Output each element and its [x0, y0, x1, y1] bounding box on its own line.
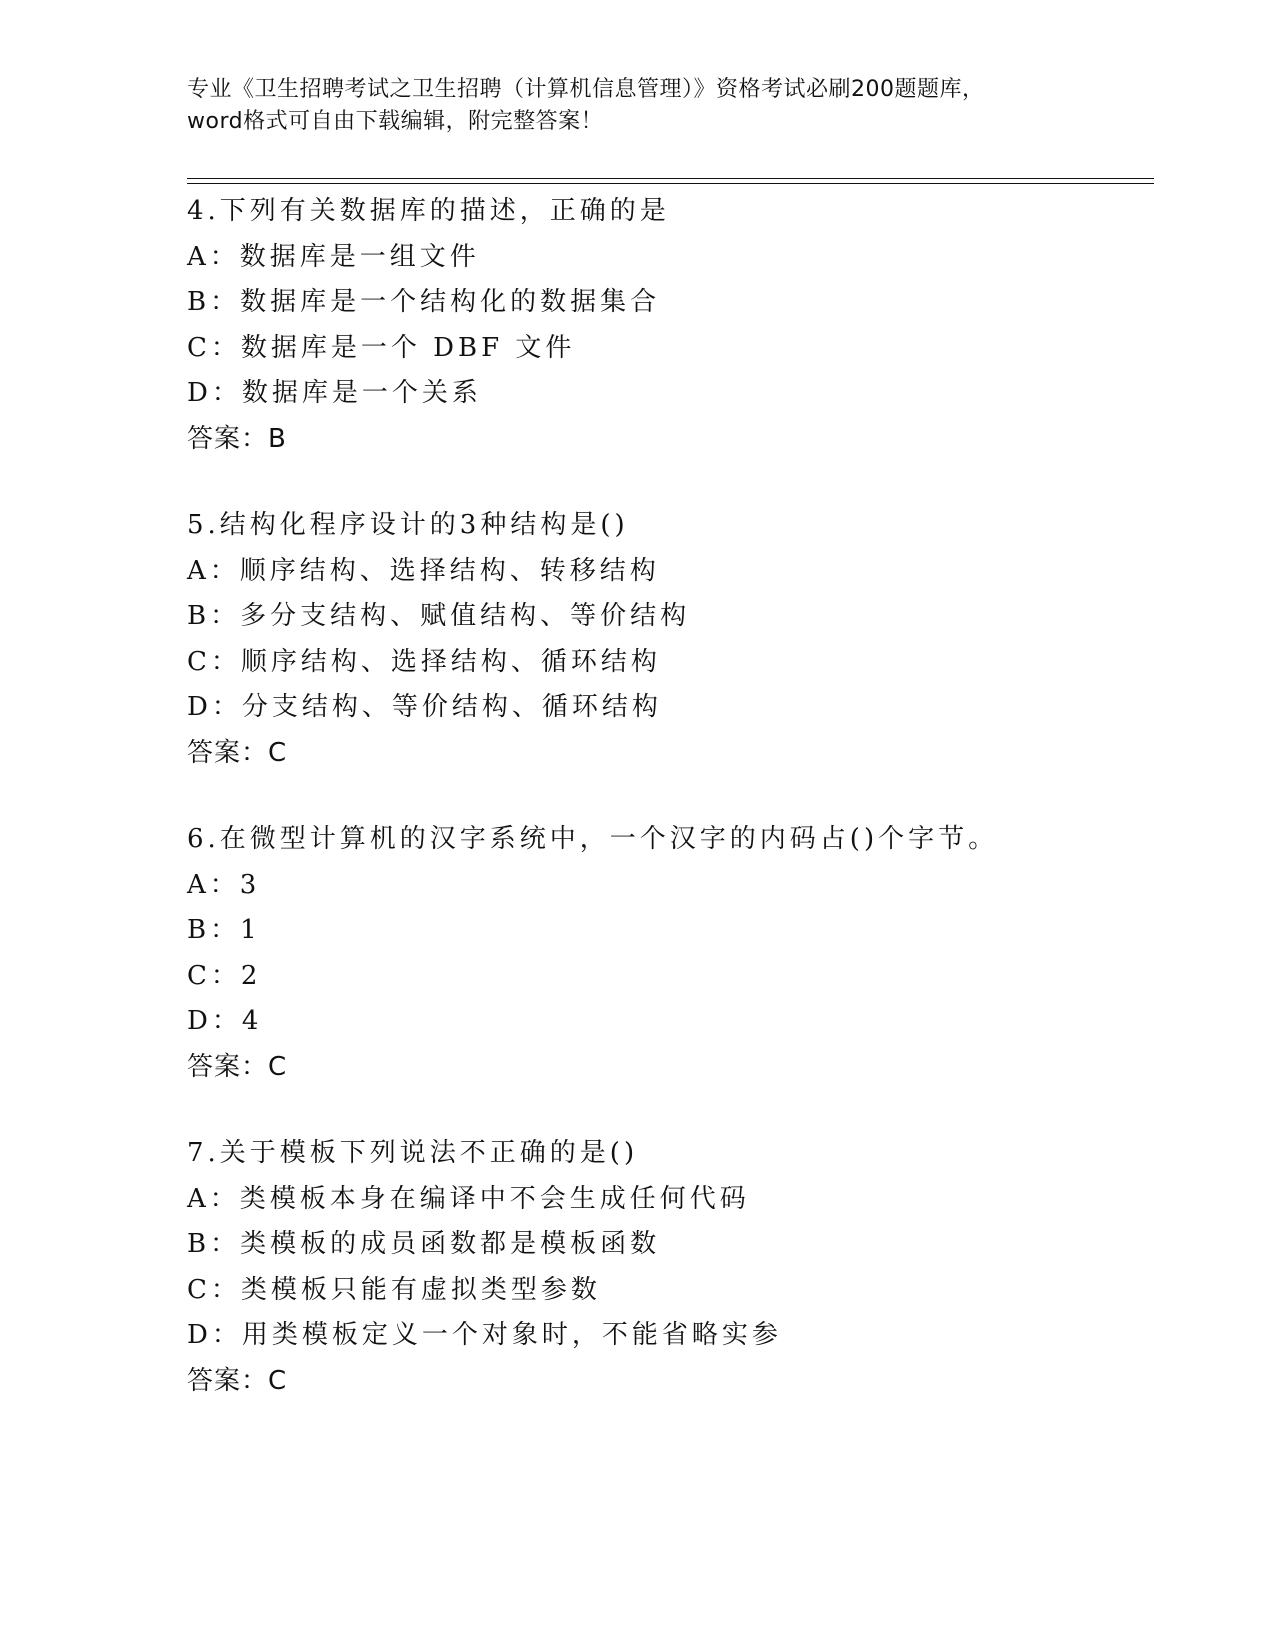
option-d: D：用类模板定义一个对象时，不能省略实参: [187, 1320, 782, 1350]
question-stem: 6.在微型计算机的汉字系统中，一个汉字的内码占()个字节。: [187, 824, 999, 854]
question-7: [187, 1131, 1147, 1404]
answer-line: 答案：B: [187, 423, 287, 454]
header-title-line-1: 专业《卫生招聘考试之卫生招聘（计算机信息管理）》资格考试必刷200题题库，: [187, 77, 985, 102]
question-stem: 4.下列有关数据库的描述，正确的是: [187, 196, 670, 226]
answer-line: 答案：C: [187, 737, 288, 768]
option-b: B：多分支结构、赋值结构、等价结构: [187, 601, 691, 631]
option-a: A：数据库是一组文件: [187, 241, 480, 272]
question-4: [187, 189, 1147, 462]
option-b: B：1: [187, 915, 261, 945]
question-stem: 5.结构化程序设计的3种结构是(): [187, 510, 629, 540]
header-title-line-2: word格式可自由下载编辑，附完整答案！: [187, 109, 604, 134]
option-d: D：数据库是一个关系: [187, 378, 482, 408]
answer-line: 答案：C: [187, 1051, 288, 1082]
option-d: D：分支结构、等价结构、循环结构: [187, 692, 662, 722]
option-d: D：4: [187, 1006, 263, 1036]
option-c: C：数据库是一个 DBF 文件: [187, 332, 576, 363]
option-c: C：类模板只能有虚拟类型参数: [187, 1274, 601, 1305]
answer-line: 答案：C: [187, 1365, 288, 1396]
option-b: B：类模板的成员函数都是模板函数: [187, 1229, 661, 1259]
option-b: B：数据库是一个结构化的数据集合: [187, 287, 661, 317]
option-c: C：2: [187, 960, 262, 991]
header-divider-bottom: [187, 183, 1154, 184]
question-5: [187, 503, 1147, 776]
question-6: [187, 817, 1147, 1090]
question-list: [187, 189, 1147, 1445]
option-c: C：顺序结构、选择结构、循环结构: [187, 646, 661, 677]
option-a: A：顺序结构、选择结构、转移结构: [187, 555, 660, 586]
document-header: [187, 74, 1087, 138]
option-a: A：3: [187, 869, 261, 900]
header-divider-top: [187, 178, 1154, 179]
option-a: A：类模板本身在编译中不会生成任何代码: [187, 1183, 750, 1214]
question-stem: 7.关于模板下列说法不正确的是(): [187, 1138, 639, 1168]
